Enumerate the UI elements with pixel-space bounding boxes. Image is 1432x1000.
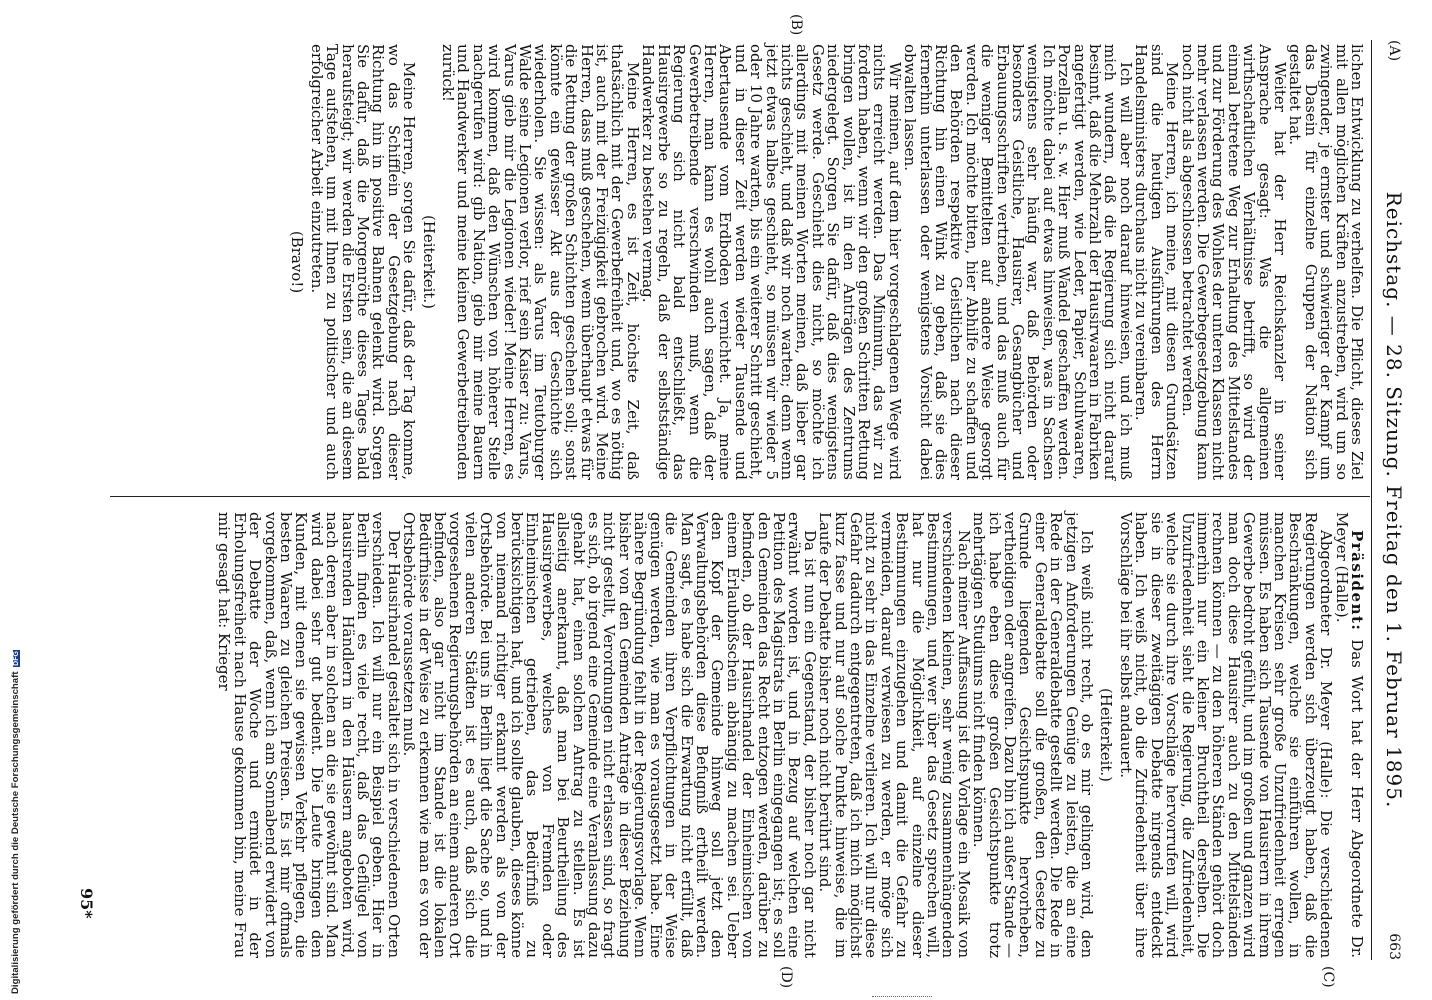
header-page-number: 663 [1386,933,1402,960]
left-paragraph: Wir meinen, auf dem hier vorgeschlagenen Wege wird nichts erreicht werden. Das Minimum, das wir zu fordern haben, wenn wir den großen Schritten Rettung bringen wollen, ist in den Anträgen des Zentrums niedergelegt. Sorgen Sie dafür, daß dies wenigstens Gesetz werde. Geschieht dies nicht, so möchte ich allerdings mit meinen Worten meinen, daß lieber gar nichts geschieht, und daß wir noch warten; denn wenn jetzt etwas halbes geschieht, so müssen wir wieder 5 oder 10 Jahre warten, bis ein weiterer Schritt geschieht, und in dieser Zeit werden wieder Tausende und Abertausende vom Erdboden vernichtet. Ja, meine Herren, man kann es wohl auch sagen, daß der Gewerbetreibende verschwinden muß, wenn die Regierung sich nicht bald entschließt, das Hausirgewerbe so zu regeln, daß der selbstständige Handwerker zu bestehen vermag. [639,44,904,480]
right-paragraph: Da ist nun ein Gegenstand, der bisher noch gar nicht erwähnt worden ist, und in Bezug auf welchen eine Petition des Magistrats in Berlin eingegangen ist; es soll den Gemeinden das Recht entzogen werden, darüber zu befinden, ob der Hausirhandel der Einheimischen von einem Erlaubnißschein abhängig zu machen sei. Ueber den Kopf der Gemeinde hinweg soll jetzt den Verwaltungsbehörden diese Befugniß ertheilt werden. Man sagt, es habe sich die Erwartung nicht erfüllt, daß die Gemeinden ihren Verpflichtungen in der Weise genügen werden, wie man es vorausgesetzt habe. Eine nähere Begründung fehlt in der Regierungsvorlage. Wenn bisher von den Gemeinden Anträge in dieser Beziehung nicht gestellt, Verordnungen nicht erlassen sind, so fragt es sich, ob irgend eine Gemeinde eine Veranlassung dazu gehabt hat, einen solchen Antrag zu stellen. Es ist allseitig anerkannt, daß man bei Beurtheilung des Hausirgewerbes, welches von Fremden oder Einheimischen getrieben, das Bedürfniß zu berücksichtigen hat, und ich sollte glauben, dieses könne von niemand richtiger erkannt werden als von der Ortsbehörde. Bei uns in Berlin liegt die Sache so, und in vielen anderen Städten ist es auch, daß sich die vorgesehenen Regierungsbehörden an einem anderen Ort befinden, also gar nicht im Stande ist die lokalen Bedürfnisse in der Weise zu erkennen wie man es von der Ortsbehörde voraussetzen muß. [400,512,819,958]
footer-sheet-number: 95* [77,888,96,919]
left-bravo: (Bravo!) [288,230,307,294]
left-column [285,44,1364,480]
section-marker-d: (D) [778,966,794,989]
left-paragraph: Meine Herren, ich meine, mit diesen Grundsätzen sind die heutigen Ausführungen des Herrn Handelsministers durchaus nicht zu vereinbaren. [1132,44,1182,480]
left-closing-paragraph: Meine Herren, sorgen Sie dafür, daß der Tag komme, wo das Schifflein der Gesetzgebung nach dieser Richtung hin in positive Bahnen gelenkt wird. Sorgen Sie dafür, daß die Morgenröthe dieses Tages bald heraufsteigt; wir werden die Ersten sein, die an diesem Tage aufstehen, um mit Ihnen zu politischer und auch erfolgreicher Arbeit einzutreten. [307,44,419,480]
left-paragraph: Ich will aber noch darauf hinweisen, und ich muß mich wundern, daß die Regierung sich nicht darauf besinnt, daß die Mehrzahl der Hausirwaaren in Fabriken angefertigt werden, wie Leder, Papier, Schuhwaaren, Porzellan u. s. w. Hier muß Wandel geschaffen werden. Ich möchte dabei auf etwas hinweisen, was in Sachsen wenigstens sehr häufig war, daß Behörden oder besonders Geistliche, Hausirer, Gesangbücher und Erbauungsschriften vertrieben, und das muß auch für die weniger Bemittelten auf andere Weise gesorgt werden. Ich möchte bitten, hier Abhilfe zu schaffen und den Behörden respektive Geistlichen nach dieser Richtung hin einen Wink zu geben, daß sie dies fernerhin unterlassen oder wenigstens Vorsicht dabei obwalten lassen. [901,44,1135,480]
dfg-logo: DFG [13,651,20,666]
section-marker-b: (B) [788,14,804,36]
president-line [1333,512,1364,958]
scan-artifact [872,996,932,999]
left-paragraph: lichen Entwicklung zu verhelfen. Die Pflicht, dieses Ziel mit allen möglichen Kräften anzustreben, wird um so zwingender, je ernster und schwieriger der Kampf um das Dasein für einzelne Gruppen der Nation sich gestaltet hat. [1286,44,1366,480]
right-paragraph: Nach meiner Auffassung ist die Vorlage ein Mosaik von verschiedenen kleinen, sehr wenig zusammenhängenden Bestimmungen, und wer über das Gesetz sprechen will, hat nur die Möglichkeit, auf einzelne dieser Bestimmungen einzugehen und damit die Gefahr zu vermeiden, darauf verwiesen zu werden, er möge sich nicht zu sehr in das Einzelne verlieren. Ich will nur diese Gefahr dadurch entgegentreten, daß ich mich möglichst kurz fasse und nur auf solche Punkte hinweise, die im Laufe der Debatte bisher noch nicht berührt sind. [816,512,973,958]
credit-text: Digitalisierung gefördert durch die Deutsche Forschungsgemeinschaft [10,671,21,994]
right-paragraph: Ich weiß nicht recht, ob es mir gelingen wird, den jetzigen Anforderungen Genüge zu leisten, die an eine Rede in der Generaldebatte gestellt werden. Die Rede in einer Generaldebatte soll die großen, den Gesetze zu Grunde liegenden Gesichtspunkte hervorheben, vertheidigen oder angreifen. Dazu bin ich außer Stande — ich habe eben diese großen Gesichtspunkte trotz mehrtägigen Studiums nicht finden können. [970,512,1097,958]
right-applause: (Heiterkeit.) [1097,687,1116,783]
running-header [1376,40,1408,960]
section-marker-a: (A) [1386,40,1402,62]
digitization-credit [10,602,24,994]
column-divider [110,496,1370,497]
left-applause: (Heiterkeit.) [419,214,438,310]
speaker-label: Präsident: [1348,530,1366,632]
section-marker-c: (C) [1320,966,1336,988]
header-title: Reichstag. — 28. Sitzung. Freitag den 1. Februar 1895. [1382,191,1406,809]
right-paragraph: Abgeordneter Dr. Meyer (Halle): Die verschiedenen Regierungen werden sich überzeugt haben, daß die Beschränkungen, welche sie einführen wollen, in manchen Kreisen sehr große Unzufriedenheit erregen müssen. Es haben sich Tausende von Hausirern in ihrem Gewerbe bedroht gefühlt, und im großen und ganzen wird man doch diese Hausirer auch zu den Mittelständen rechnen können — zu den höheren Ständen gehört doch immerhin nur ein kleiner Bruchtheil derselben. Die Unzufriedenheit sieht die Regierung, die Zufriedenheit, welche sie durch ihre Vorschläge hervorrufen will, wird sie in dieser zweitägigen Debatte nirgends entdeckt haben. Ich weiß nicht, ob die Zufriedenheit über ihre Vorschläge bei ihr selbst andauert. [1116,512,1336,958]
right-column [216,512,1364,958]
left-paragraph: Meine Herren, es ist Zeit, höchste Zeit, daß thatsächlich mit der Gewerbefreiheit und, wo es nöthig ist, auch mit der Freizügigkeit gebrochen wird. Meine Herren, dass muß geschehen, wenn überhaupt etwas für die Rettung der großen Schichten geschehen soll; sonst könnte ein gewisser Akt aus der Geschichte sich wiederholen. Sie wissen: als Varus im Teutoburger Walde seine Legionen verlor, rief sein Kaiser zu: Varus, Varus gieb mir die Legionen wieder! Meine Herren, es wird kommen, daß den Wünschen von höherer Stelle nachgerufen wird: gib Nation, gieb mir meine Bauern und Handwerker und meine kleinen Gewerbetreibenden zurück! [439,44,642,480]
president-text: Das Wort hat der Herr Abgeordnete Dr. Meyer (Halle). [1332,512,1366,958]
header-rule [1371,40,1372,960]
left-paragraph: Weiter hat der Herr Reichskanzler in seiner Ansprache gesagt: Was die allgemeinen wirthschaftlichen Verhältnisse betrifft, so wird der einmal betretene Weg zur Erhaltung des Mittelstandes und zur Förderung des Wohles der unteren Klassen nicht mehr verlassen werden. Die Gewerbegesetzgebung kann noch nicht als abgeschlossen betrachtet werden. [1178,44,1289,480]
right-paragraph: Der Hausirhandel gestaltet sich in verschiedenen Orten verschieden. Ich will nur ein Beispiel geben. Hier in Berlin finden es viele recht, daß das Geflügel von hausirenden Händlern in den Häusern angeboten wird, nach deren aber in solchen an die sie gewöhnt sind. Man wird dabei sehr gut bedient. Die Leute bringen den Kunden, mit denen sie gewissen Verkehr pflegen, die besten Waaren zu gleichen Preisen. Es ist mir oftmals vorgekommen, daß, wenn ich am Sonnabend erwidert von der Debatte der Woche und ermüdet in der Erholungsfreiheit nach Hause gekommen bin, meine Frau mir gesagt hat: Krieger [215,512,403,958]
